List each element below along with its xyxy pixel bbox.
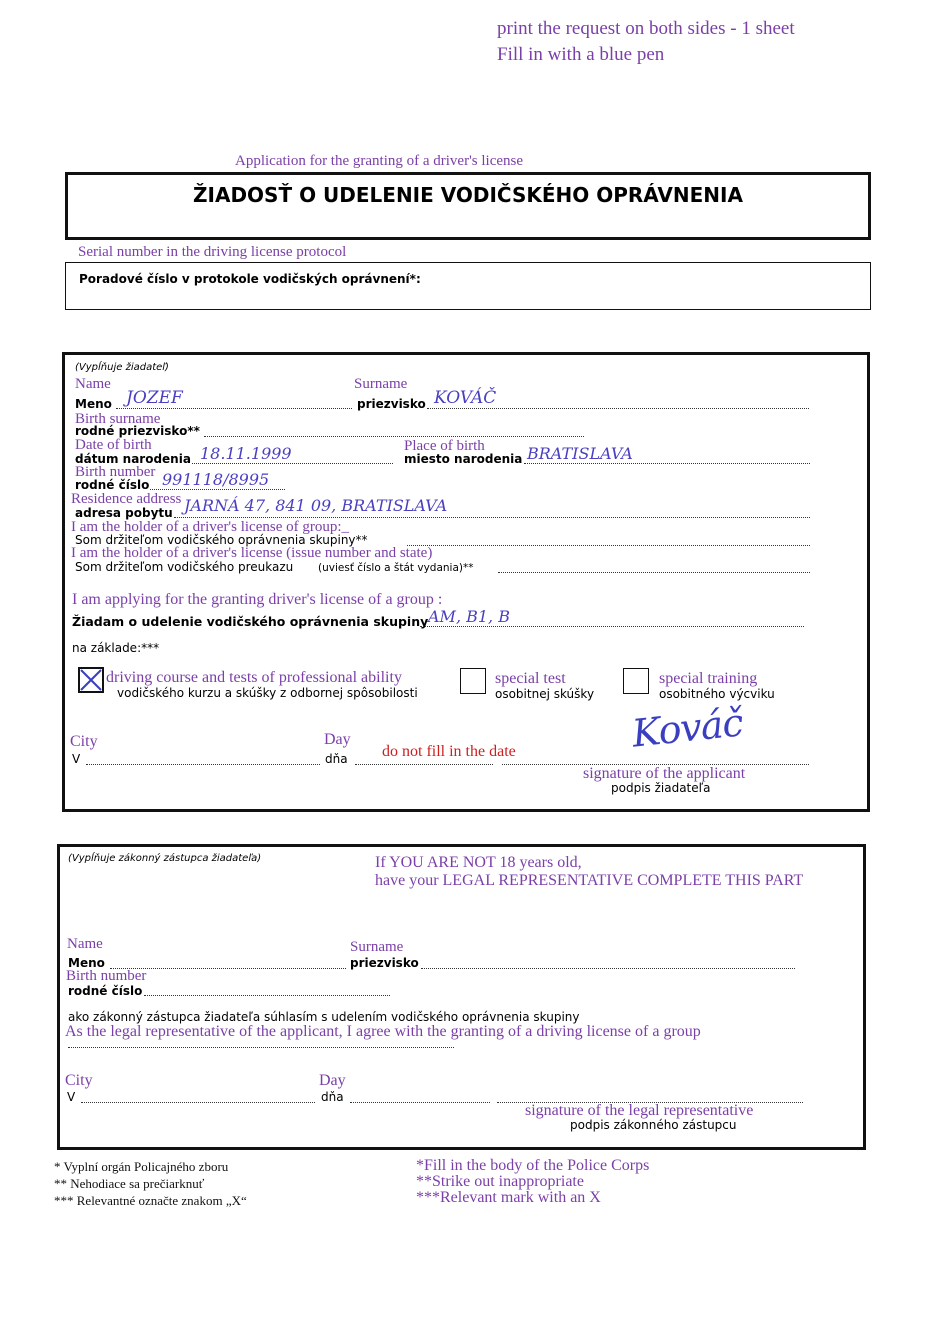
option-special-test-checkbox[interactable]	[460, 668, 486, 694]
surname-value[interactable]: KOVÁČ	[434, 388, 497, 408]
option-special-training-label: osobitného výcviku	[659, 687, 775, 701]
rep-city-label: V	[67, 1090, 76, 1104]
serial-label: Poradové číslo v protokole vodičských oprávnení*:	[79, 272, 421, 286]
rep-signature-label: podpis zákonného zástupcu	[570, 1118, 737, 1132]
city-line[interactable]	[86, 764, 320, 765]
basis-label: na základe:***	[72, 641, 160, 655]
option-special-test-label: osobitnej skúšky	[495, 687, 595, 701]
print-instruction: print the request on both sides - 1 sheet	[497, 18, 795, 39]
name-value[interactable]: JOZEF	[126, 388, 183, 408]
name-label: Meno	[75, 397, 112, 411]
signature-label: podpis žiadateľa	[611, 781, 711, 795]
birth-surname-translation: Birth surname	[75, 411, 161, 427]
name-line	[116, 408, 352, 409]
pob-line	[524, 463, 810, 464]
applicant-header: (Vypĺňuje žiadateľ)	[75, 362, 169, 373]
holder-license-note: (uviesť číslo a štát vydania)**	[318, 562, 474, 574]
dob-line	[192, 463, 393, 464]
serial-box	[65, 262, 871, 310]
surname-label: priezvisko	[357, 397, 426, 411]
rep-group-line[interactable]	[68, 1047, 454, 1048]
page-title: ŽIADOSŤ O UDELENIE VODIČSKÉHO OPRÁVNENIA	[193, 183, 743, 207]
city-translation: City	[70, 733, 98, 750]
option-special-test-translation: special test	[495, 670, 566, 687]
address-line	[174, 517, 810, 518]
apply-line	[420, 626, 804, 627]
rep-signature-translation: signature of the legal representative	[525, 1102, 754, 1119]
name-translation: Name	[75, 376, 111, 392]
rep-birth-number-label: rodné číslo	[68, 984, 143, 998]
pob-label: miesto narodenia	[404, 452, 523, 466]
option-course-label: vodičského kurzu a skúšky z odbornej spôsobilosti	[117, 686, 418, 700]
rep-consent-translation: As the legal representative of the applicant, I agree with the granting of a driving license of a group	[65, 1023, 701, 1040]
dob-translation: Date of birth	[75, 437, 152, 453]
footnote-sk-3: *** Relevantné označte znakom „X“	[54, 1193, 247, 1208]
holder-license-label: Som držiteľom vodičského preukazu	[75, 560, 294, 574]
rep-day-line[interactable]	[350, 1102, 490, 1103]
option-special-training-checkbox[interactable]	[623, 668, 649, 694]
apply-value[interactable]: AM, B1, B	[428, 607, 510, 626]
option-course-translation: driving course and tests of professional ability	[106, 669, 402, 686]
day-translation: Day	[324, 731, 351, 748]
day-line[interactable]	[355, 764, 493, 765]
holder-group-translation: I am the holder of a driver's license of group:_	[71, 519, 350, 535]
footnote-en-1: *Fill in the body of the Police Corps	[416, 1157, 650, 1174]
birth-surname-label: rodné priezvisko**	[75, 424, 200, 438]
rep-day-translation: Day	[319, 1072, 346, 1089]
apply-label: Žiadam o udelenie vodičského oprávnenia skupiny	[72, 614, 429, 629]
pen-instruction: Fill in with a blue pen	[497, 44, 665, 65]
rep-name-translation: Name	[67, 936, 103, 952]
footnote-sk-1: * Vyplní orgán Policajného zboru	[54, 1159, 229, 1174]
option-special-training-translation: special training	[659, 670, 758, 687]
footnote-en-2: **Strike out inappropriate	[416, 1173, 584, 1190]
holder-license-line[interactable]	[498, 572, 810, 573]
rep-city-translation: City	[65, 1072, 93, 1089]
date-warning: do not fill in the date	[382, 743, 516, 760]
rep-surname-line[interactable]	[421, 968, 795, 969]
birth-number-label: rodné číslo	[75, 478, 150, 492]
rep-name-label: Meno	[68, 956, 105, 970]
surname-translation: Surname	[354, 376, 408, 392]
rep-birth-number-translation: Birth number	[66, 968, 147, 984]
city-label: V	[72, 752, 81, 766]
minor-notice-line1: If YOU ARE NOT 18 years old,	[375, 854, 582, 871]
address-value[interactable]: JARNÁ 47, 841 09, BRATISLAVA	[184, 496, 448, 515]
representative-header: (Vypĺňuje zákonný zástupca žiadateľa)	[68, 853, 262, 864]
dob-value[interactable]: 18.11.1999	[200, 444, 292, 463]
option-course-checkbox[interactable]	[78, 667, 104, 693]
day-label: dňa	[325, 752, 348, 766]
holder-license-translation: I am the holder of a driver's license (issue number and state)	[71, 545, 433, 561]
holder-group-line[interactable]	[407, 545, 810, 546]
address-label: adresa pobytu	[75, 506, 173, 520]
footnote-en-3: ***Relevant mark with an X	[416, 1189, 601, 1206]
rep-day-label: dňa	[321, 1090, 344, 1104]
signature-translation: signature of the applicant	[583, 765, 746, 782]
birth-number-translation: Birth number	[75, 464, 156, 480]
address-translation: Residence address	[71, 491, 182, 507]
birth-number-value[interactable]: 991118/8995	[162, 470, 270, 489]
rep-surname-translation: Surname	[350, 939, 404, 955]
birth-surname-line[interactable]	[204, 436, 584, 437]
rep-city-line[interactable]	[81, 1102, 315, 1103]
pob-value[interactable]: BRATISLAVA	[527, 444, 633, 463]
surname-line	[427, 408, 809, 409]
x-mark-icon	[80, 669, 102, 691]
footnote-sk-2: ** Nehodiace sa prečiarknuť	[54, 1176, 205, 1191]
apply-translation: I am applying for the granting driver's license of a group :	[72, 591, 443, 608]
rep-consent-label: ako zákonný zástupca žiadateľa súhlasím s udelením vodičského oprávnenia skupiny	[68, 1010, 580, 1024]
holder-group-label: Som držiteľom vodičského oprávnenia skupiny**	[75, 533, 368, 547]
rep-surname-label: priezvisko	[350, 956, 419, 970]
pob-translation: Place of birth	[404, 438, 485, 454]
dob-label: dátum narodenia	[75, 452, 191, 466]
birth-number-line	[150, 489, 285, 490]
rep-birth-number-line[interactable]	[144, 995, 390, 996]
serial-translation: Serial number in the driving license protocol	[78, 244, 347, 260]
applicant-signature: Kováč	[630, 700, 745, 756]
title-translation: Application for the granting of a driver's license	[235, 153, 524, 169]
minor-notice-line2: have your LEGAL REPRESENTATIVE COMPLETE THIS PART	[375, 872, 804, 889]
